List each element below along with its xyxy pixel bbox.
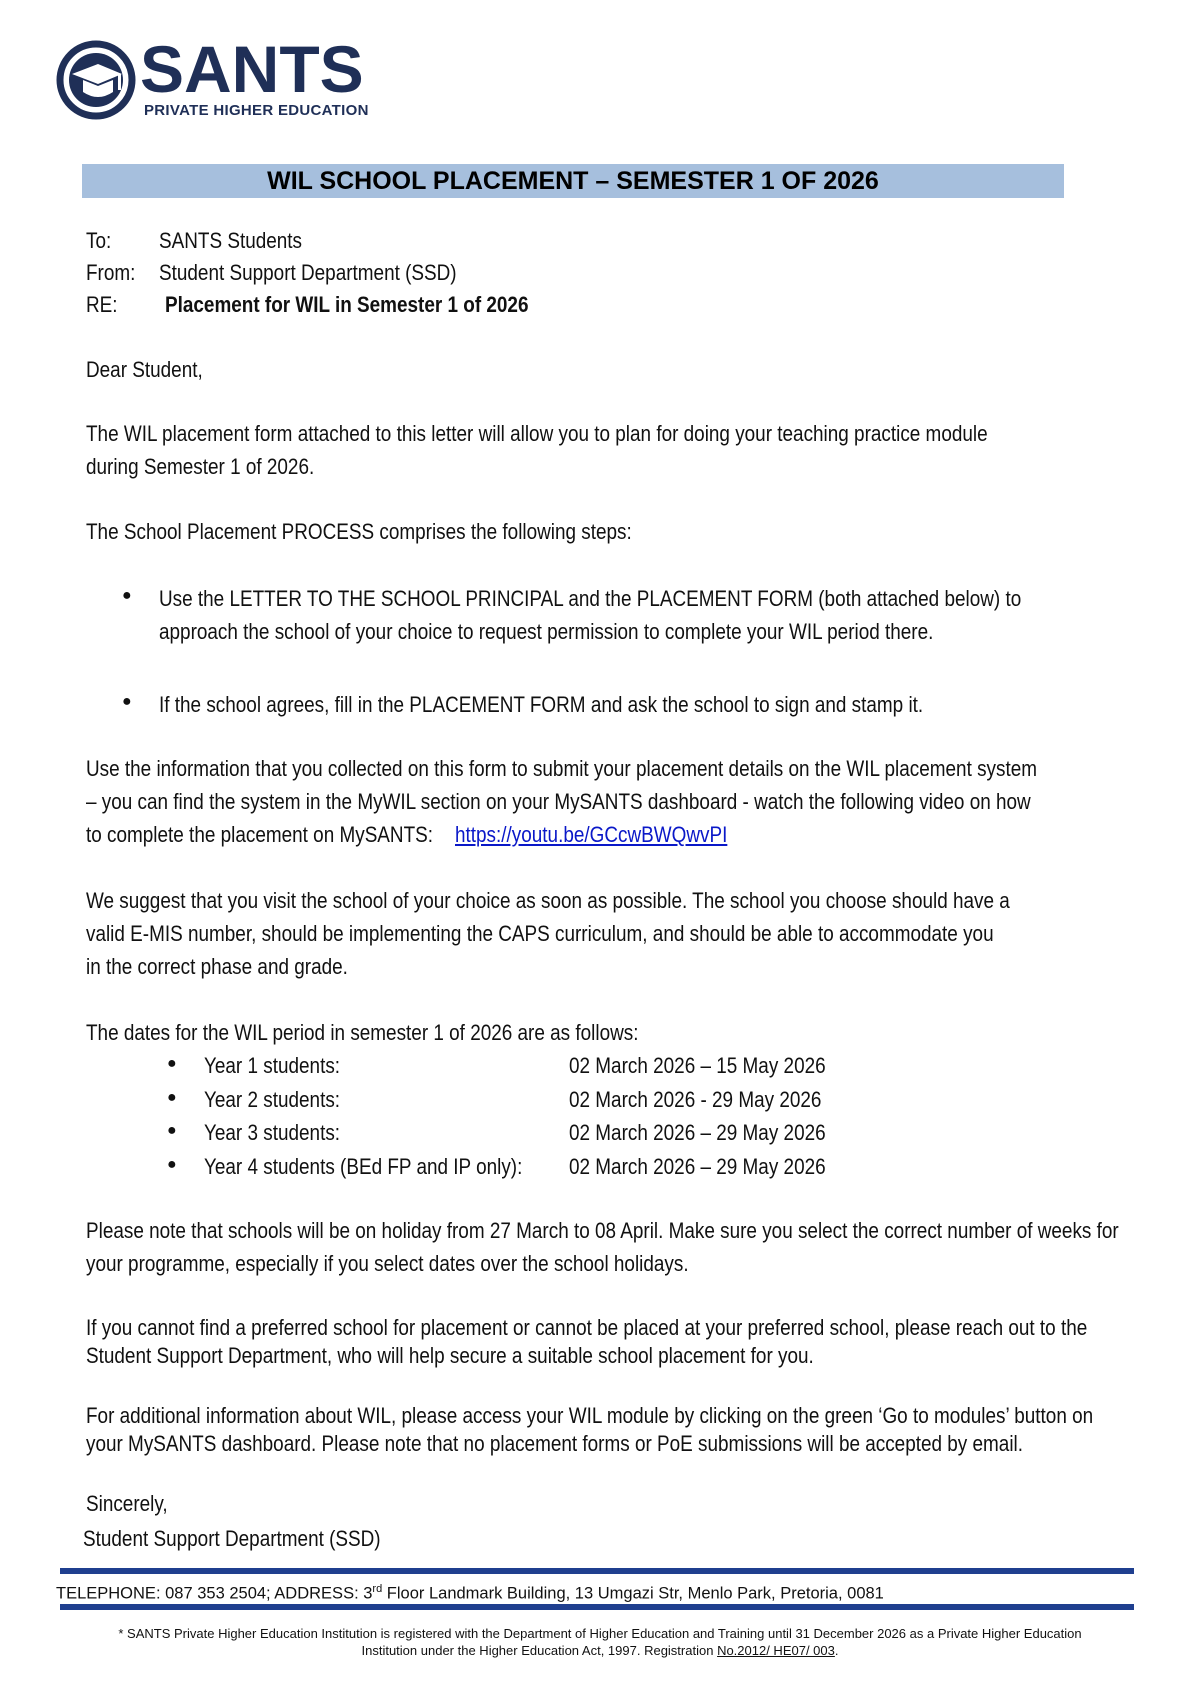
- bullet-icon: ●: [122, 693, 132, 710]
- date-label: Year 2 students:: [204, 1087, 341, 1112]
- additional-line-1: For additional information about WIL, please access your WIL module by clicking on the green ‘Go to modules’ button on: [86, 1403, 1094, 1428]
- date-range: 02 March 2026 - 29 May 2026: [569, 1087, 822, 1112]
- step-1-line-2: approach the school of your choice to request permission to complete your WIL period there.: [159, 619, 934, 644]
- support-line-1: If you cannot find a preferred school for placement or cannot be placed at your preferred school, please reach out to the: [86, 1315, 1088, 1340]
- holiday-line-2: your programme, especially if you select dates over the school holidays.: [86, 1251, 689, 1276]
- sants-logo-emblem: [56, 40, 136, 120]
- process-intro: The School Placement PROCESS comprises the following steps:: [86, 519, 632, 544]
- re-label: RE:: [86, 292, 118, 317]
- footer-contact: TELEPHONE: 087 353 2504; ADDRESS: 3rd Floor Landmark Building, 13 Umgazi Str, Menlo Park, Pretoria, 0081: [56, 1583, 884, 1603]
- holiday-line-1: Please note that schools will be on holiday from 27 March to 08 April. Make sure you select the correct number of weeks for: [86, 1218, 1119, 1243]
- support-line-2: Student Support Department, who will help secure a suitable school placement for you.: [86, 1343, 814, 1368]
- dates-intro: The dates for the WIL period in semester 1 of 2026 are as follows:: [86, 1020, 639, 1045]
- salutation: Dear Student,: [86, 357, 203, 382]
- date-label: Year 3 students:: [204, 1120, 341, 1145]
- bullet-icon: ●: [122, 587, 132, 604]
- bullet-icon: ●: [167, 1122, 177, 1139]
- suggest-line-1: We suggest that you visit the school of your choice as soon as possible. The school you choose should have a: [86, 888, 1010, 913]
- registration-number: No.2012/ HE07/ 003: [717, 1643, 835, 1658]
- page-title: WIL SCHOOL PLACEMENT – SEMESTER 1 OF 2026: [267, 167, 879, 195]
- step-1-line-1: Use the LETTER TO THE SCHOOL PRINCIPAL and the PLACEMENT FORM (both attached below) to: [159, 586, 1022, 611]
- submit-line-2: – you can find the system in the MyWIL section on your MySANTS dashboard - watch the following video on how: [86, 789, 1031, 814]
- date-range: 02 March 2026 – 15 May 2026: [569, 1053, 826, 1078]
- date-range: 02 March 2026 – 29 May 2026: [569, 1154, 826, 1179]
- to-value: SANTS Students: [159, 228, 303, 253]
- intro-line-1: The WIL placement form attached to this letter will allow you to plan for doing your teaching practice module: [86, 421, 988, 446]
- logo-wordmark: SANTS: [140, 32, 364, 106]
- logo-subtitle: PRIVATE HIGHER EDUCATION: [144, 102, 369, 119]
- from-value: Student Support Department (SSD): [159, 260, 457, 285]
- step-2-line-1: If the school agrees, fill in the PLACEMENT FORM and ask the school to sign and stamp it.: [159, 692, 924, 717]
- bullet-icon: ●: [167, 1156, 177, 1173]
- suggest-line-2: valid E-MIS number, should be implementing the CAPS curriculum, and should be able to accommodate you: [86, 921, 994, 946]
- footer-rule-top: [60, 1568, 1134, 1574]
- bullet-icon: ●: [167, 1089, 177, 1106]
- to-label: To:: [86, 228, 112, 253]
- submit-line-3: to complete the placement on MySANTS:: [86, 822, 434, 847]
- signature: Student Support Department (SSD): [83, 1526, 381, 1551]
- re-value: Placement for WIL in Semester 1 of 2026: [165, 292, 529, 317]
- intro-line-2: during Semester 1 of 2026.: [86, 454, 315, 479]
- footer-registration-note: * SANTS Private Higher Education Institution is registered with the Department of Higher Education and Training until 31 December 2026 as a Private Higher Education Institution under the Higher Education Act, 1997. Registration No.2012/ HE07/ 003.: [118, 1626, 1082, 1658]
- closing: Sincerely,: [86, 1491, 168, 1516]
- additional-line-2: your MySANTS dashboard. Please note that no placement forms or PoE submissions will be accepted by email.: [86, 1431, 1023, 1456]
- from-label: From:: [86, 260, 136, 285]
- bullet-icon: ●: [167, 1055, 177, 1072]
- video-link[interactable]: https://youtu.be/GCcwBWQwvPI: [455, 822, 728, 847]
- date-label: Year 4 students (BEd FP and IP only):: [204, 1154, 523, 1179]
- date-range: 02 March 2026 – 29 May 2026: [569, 1120, 826, 1145]
- suggest-line-3: in the correct phase and grade.: [86, 954, 348, 979]
- footer-rule-bottom: [60, 1604, 1134, 1610]
- date-label: Year 1 students:: [204, 1053, 341, 1078]
- submit-line-1: Use the information that you collected on this form to submit your placement details on the WIL placement system: [86, 756, 1038, 781]
